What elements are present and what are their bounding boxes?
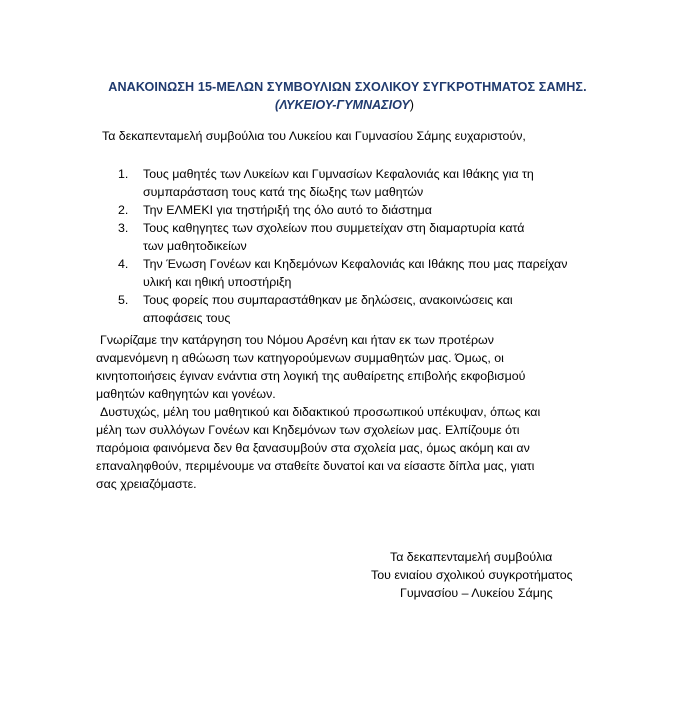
- announcement-title: ΑΝΑΚΟΙΝΩΣΗ 15-ΜΕΛΩΝ ΣΥΜΒΟΥΛΙΩΝ ΣΧΟΛΙΚΟΥ ΣΥΓΚΡΟΤΗΜΑΤΟΣ ΣΑΜΗΣ.: [108, 80, 587, 94]
- list-item-number: 1.: [118, 167, 129, 181]
- list-item-line: Τους καθηγητες των σχολείων που συμμετείχαν στη διαμαρτυρία κατά: [143, 221, 525, 235]
- paragraph-line: παρόμοια φαινόμενα δεν θα ξανασυμβούν στα σχολεία μας, όμως ακόμη και αν: [96, 441, 530, 455]
- list-item-number: 2.: [118, 203, 129, 217]
- paragraph-line: Γνωρίζαμε την κατάργηση του Νόμου Αρσένη και ήταν εκ των προτέρων: [100, 333, 494, 347]
- list-item-line: των μαθητοδικείων: [143, 239, 247, 253]
- paragraph-line: επαναληφθούν, περιμένουμε να σταθείτε δυνατοί και να είσαστε δίπλα μας, γιατι: [96, 459, 535, 473]
- list-item-number: 4.: [118, 257, 129, 271]
- paragraph-line: μέλη των συλλόγων Γονέων και Κηδεμόνων των σχολείων μας. Ελπίζουμε ότι: [96, 423, 520, 437]
- subtitle-close-paren: ): [409, 98, 414, 112]
- list-item-number: 5.: [118, 293, 129, 307]
- signature-line: Γυμνασίου – Λυκείου Σάμης: [400, 586, 553, 600]
- list-item-line: συμπαράσταση τους κατά της δίωξης των μαθητών: [143, 185, 424, 199]
- announcement-subtitle: [275, 96, 414, 114]
- list-item-line: Την Ένωση Γονέων και Κηδεμόνων Κεφαλονιάς και Ιθάκης που μας παρείχαν: [143, 257, 568, 271]
- signature-line: Του ενιαίου σχολικού συγκροτήματος: [371, 568, 573, 582]
- paragraph-line: κινητοποιήσεις έγιναν ενάντια στη λογική της αυθαίρετης επιβολής εκφοβισμού: [96, 369, 526, 383]
- list-item-line: Την ΕΛΜΕΚΙ για τηστήριξή της όλο αυτό το διάστημα: [143, 203, 432, 217]
- paragraph-line: μαθητών καθηγητών και γονέων.: [96, 387, 276, 401]
- list-item-line: αποφάσεις τους: [143, 311, 231, 325]
- list-item-line: Τους φορείς που συμπαραστάθηκαν με δηλώσεις, ανακοινώσεις και: [143, 293, 513, 307]
- list-item-line: υλική και ηθική υποστήριξη: [143, 275, 292, 289]
- list-item-number: 3.: [118, 221, 129, 235]
- subtitle-text: (ΛΥΚΕΙΟΥ-ΓΥΜΝΑΣΙΟΥ: [275, 98, 410, 112]
- paragraph-line: αναμενόμενη η αθώωση των κατηγορούμενων συμμαθητών μας. Όμως, οι: [96, 351, 504, 365]
- intro-text: Τα δεκαπενταμελή συμβούλια του Λυκείου και Γυμνασίου Σάμης ευχαριστούν,: [102, 129, 526, 143]
- paragraph-line: σας χρειαζόμαστε.: [96, 477, 197, 491]
- paragraph-line: Δυστυχώς, μέλη του μαθητικού και διδακτικού προσωπικού υπέκυψαν, όπως και: [100, 405, 541, 419]
- signature-line: Τα δεκαπενταμελή συμβούλια: [390, 550, 553, 564]
- list-item-line: Τους μαθητές των Λυκείων και Γυμνασίων Κεφαλονιάς και Ιθάκης για τη: [143, 167, 534, 181]
